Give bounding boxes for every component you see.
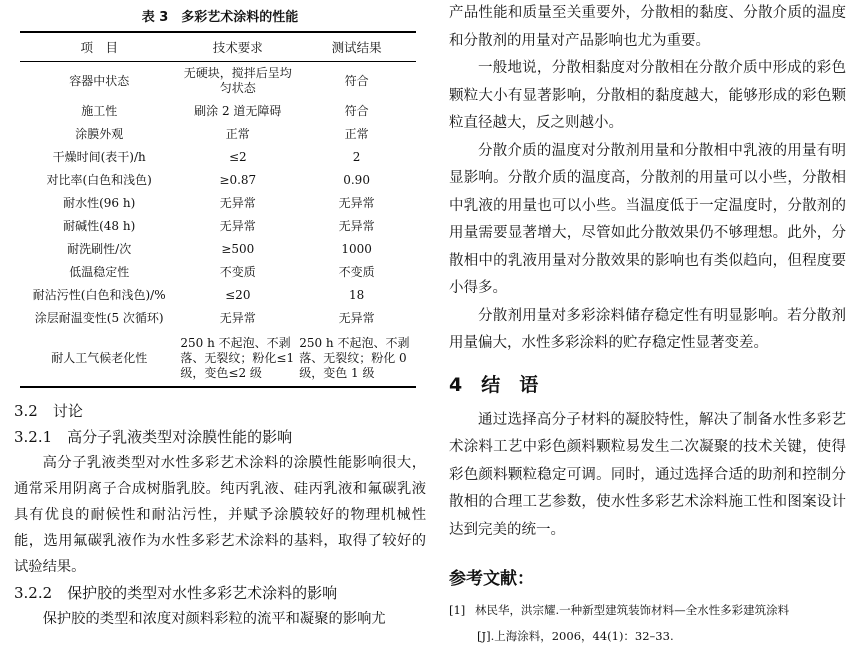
cell-result: 无异常 — [338, 196, 375, 210]
references-heading: 参考文献： — [449, 569, 534, 589]
cell-item: 涂层耐温变性(5 次循环) — [34, 311, 164, 325]
reference-index: [1] — [449, 603, 466, 617]
cell-result: 无异常 — [338, 219, 375, 233]
table-row — [20, 261, 416, 284]
table-row — [20, 215, 416, 238]
properties-table — [20, 31, 416, 388]
section-heading-conclusion: 4 结 语 — [449, 373, 539, 396]
cell-item: 施工性 — [81, 104, 118, 118]
cell-item: 对比率(白色和浅色) — [46, 173, 152, 187]
cell-requirement: 不变质 — [219, 265, 256, 279]
paragraph-3-2-1: 高分子乳液类型对水性多彩艺术涂料的涂膜性能影响很大，通常采用阴离子合成树脂乳胶。纯丙乳液、硅丙乳液和氟碳乳液具有优良的耐候性和耐沾污性，并赋予涂膜较好的物理机械性能，选用氟碳乳液作为水性多彩艺术涂料的基料，取得了较好的试验结果。 — [14, 455, 426, 575]
cell-item: 耐人工气候老化性 — [51, 350, 148, 365]
reference-item — [449, 597, 846, 623]
reference-text-line2: [J].上海涂料，2006，44(1)：32–33. — [477, 629, 674, 643]
cell-item: 耐碱性(48 h) — [63, 219, 136, 233]
table-row — [20, 62, 416, 101]
paragraph-temperature: 分散介质的温度对分散剂用量和分散相中乳液的用量有明显影响。分散介质的温度高，分散剂的用量可以小些，分散相中乳液的用量也可以小些。当温度低于一定温度时，分散剂的用量需要显著增大，尽管如此分散效果仍不够理想。此外，分散相中的乳液用量对分散效果的影响也有类似趋向，但程度要小得多。 — [449, 142, 846, 296]
cell-result: 符合 — [344, 73, 369, 88]
section-heading-3-2-1: 3.2.1 高分子乳液类型对涂膜性能的影响 — [14, 428, 293, 446]
reference-text-line1: 林民华，洪宗耀.一种新型建筑装饰材料—全水性多彩建筑涂料 — [475, 603, 790, 617]
section-heading-3-2: 3.2 讨论 — [14, 402, 83, 420]
cell-requirement: ≥0.87 — [219, 173, 257, 187]
table-row — [20, 192, 416, 215]
cell-result: 符合 — [344, 104, 369, 118]
cell-requirement: 正常 — [225, 127, 250, 141]
cell-item: 低温稳定性 — [69, 265, 130, 279]
cell-requirement: 250 h 不起泡、不剥落、无裂纹；粉化≤1 级，变色≤2 级 — [180, 335, 295, 380]
cell-requirement: 无异常 — [219, 311, 256, 325]
cell-item: 耐洗刷性/次 — [67, 242, 132, 256]
cell-result: 1000 — [341, 242, 372, 256]
table-row — [20, 169, 416, 192]
paragraph-conclusion: 通过选择高分子材料的凝胶特性，解决了制备水性多彩艺术涂料工艺中彩色颜料颗粒易发生二次凝聚的技术关键，使得彩色颜料颗粒稳定可调。同时，通过选择合适的助剂和控制分散相的合理工艺参数，使水性多彩艺术涂料施工性和图案设计达到完美的统一。 — [449, 411, 846, 538]
header-item: 项 目 — [80, 40, 118, 55]
cell-item: 耐水性(96 h) — [63, 196, 136, 210]
section-heading-3-2-2: 3.2.2 保护胶的类型对水性多彩艺术涂料的影响 — [14, 584, 338, 602]
cell-requirement: 无异常 — [219, 196, 256, 210]
cell-item: 容器中状态 — [69, 73, 130, 88]
cell-result: 18 — [348, 288, 365, 302]
table-row — [20, 146, 416, 169]
table-title: 表 3 多彩艺术涂料的性能 — [141, 10, 299, 25]
cell-item: 涂膜外观 — [75, 127, 124, 141]
cell-requirement: 无异常 — [219, 219, 256, 233]
paragraph-viscosity: 一般地说，分散相黏度对分散相在分散介质中形成的彩色颗粒大小有显著影响，分散相的黏度越大，能够形成的彩色颗粒直径越大，反之则越小。 — [449, 60, 846, 131]
header-requirement: 技术要求 — [212, 40, 263, 55]
cell-requirement: ≤20 — [225, 288, 251, 302]
table-row — [20, 100, 416, 123]
paragraph-continued: 产品性能和质量至关重要外，分散相的黏度、分散介质的温度和分散剂的用量对产品影响也尤为重要。 — [449, 5, 846, 49]
cell-result: 正常 — [344, 127, 369, 141]
right-column — [449, 0, 846, 649]
cell-item: 耐沾污性(白色和浅色)/% — [32, 288, 166, 302]
table-row — [20, 284, 416, 307]
left-column — [14, 0, 426, 632]
cell-result: 不变质 — [338, 265, 375, 279]
cell-requirement: ≤2 — [228, 150, 247, 164]
cell-result: 2 — [352, 150, 361, 164]
cell-result: 250 h 不起泡、不剥落、无裂纹；粉化 0 级，变色 1 级 — [299, 335, 410, 380]
header-result: 测试结果 — [331, 40, 382, 55]
table-header-row — [20, 32, 416, 62]
table-row — [20, 330, 416, 387]
paragraph-dispersant: 分散剂用量对多彩涂料储存稳定性有明显影响。若分散剂用量偏大，水性多彩涂料的贮存稳定性显著变差。 — [449, 307, 846, 351]
table-row — [20, 307, 416, 330]
table-row — [20, 238, 416, 261]
cell-requirement: 无硬块，搅拌后呈均匀状态 — [183, 66, 292, 95]
table-row — [20, 123, 416, 146]
cell-result: 0.90 — [343, 173, 370, 187]
cell-result: 无异常 — [338, 311, 375, 325]
cell-requirement: 刷涂 2 道无障碍 — [194, 104, 282, 118]
paragraph-3-2-2: 保护胶的类型和浓度对颜料彩粒的流平和凝聚的影响尤 — [42, 611, 386, 627]
cell-item: 干燥时间(表干)/h — [52, 150, 146, 164]
cell-requirement: ≥500 — [221, 242, 255, 256]
